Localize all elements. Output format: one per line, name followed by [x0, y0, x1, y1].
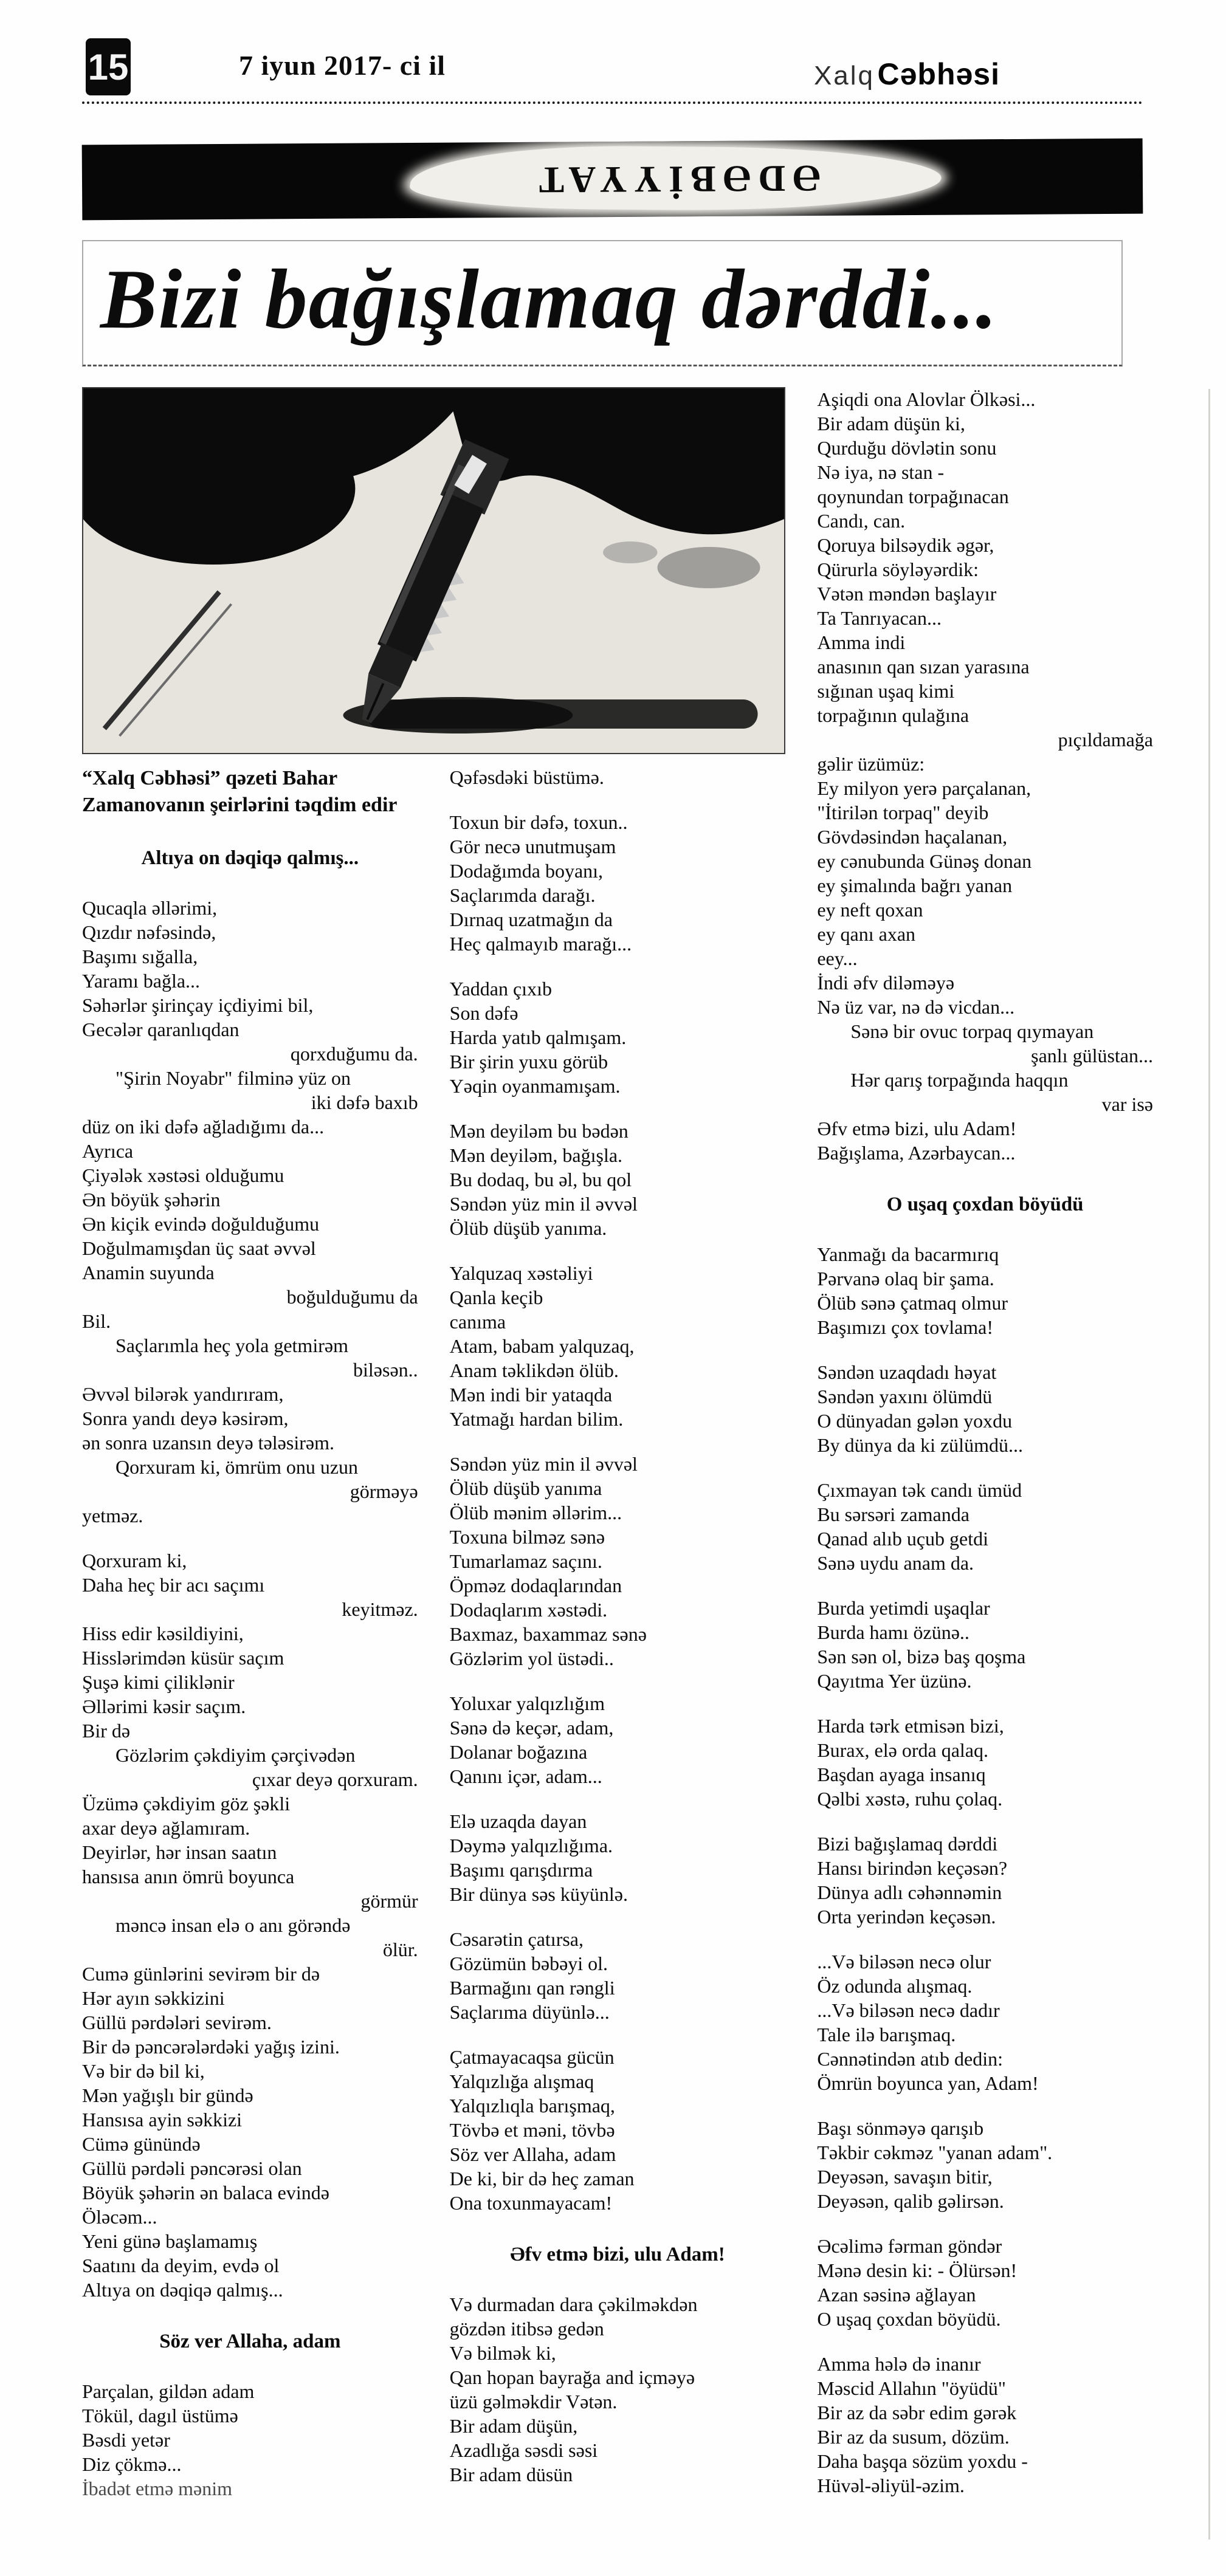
poem-line: Hansısa ayin səkkizi — [82, 2109, 243, 2131]
stanza — [450, 1452, 786, 1671]
poem-line: Ən böyük şəhərin — [82, 1189, 221, 1211]
poem-line: Təkbir cəkməz "yanan adam". — [817, 2142, 1053, 2163]
poem-line: Başımı qarışdırma — [449, 1859, 593, 1881]
poem-line: Yeni günə başlamamış — [82, 2230, 258, 2252]
poem-line: "Şirin Noyabr" filminə yüz on — [115, 1067, 351, 1089]
poem-line: Sənə uydu anam da. — [817, 1552, 974, 1574]
poem-line: Qoruya bilsəydik əgər, — [817, 534, 994, 556]
poem-line: iki dəfə baxıb — [311, 1091, 418, 1113]
poem-line: Vətən məndən başlayır — [817, 583, 997, 605]
poem-line: Bir adam düşün ki, — [817, 413, 965, 434]
poem-line: ...Və biləsən necə dadır — [817, 1999, 1000, 2021]
poem-line: Cümə günündə — [82, 2133, 201, 2155]
poem-line: Sənə də keçər, adam, — [449, 1717, 614, 1739]
stanza — [450, 1691, 786, 1788]
poem-line: Parçalan, gildən adam — [82, 2380, 255, 2402]
poem-line: O dünyadan gələn yoxdu — [817, 1410, 1013, 1432]
poem-line: Saatını da deyim, evdə ol — [82, 2255, 280, 2276]
headline-box — [82, 240, 1123, 366]
poem-line: boğulduğumu da — [286, 1286, 418, 1308]
poem-line: Güllü pərdəli pəncərəsi olan — [82, 2157, 302, 2179]
poem-line: De ki, bir də heç zaman — [449, 2168, 635, 2190]
stanza — [817, 2234, 1153, 2331]
poem-line: Heç qalmayıb marağı... — [449, 933, 632, 955]
stanza — [450, 1119, 786, 1240]
stanza — [450, 2045, 786, 2215]
poem-line: Üzümə çəkdiyim göz şəkli — [82, 1793, 291, 1815]
poem-line: Səndən yüz min il əvvəl — [449, 1193, 638, 1215]
poem-line: Amma hələ də inanır — [817, 2353, 981, 2375]
poem-line: Mən deyiləm, bağışla. — [449, 1144, 623, 1166]
poem-line: düz on iki dəfə ağladığımı da... — [82, 1116, 325, 1138]
poem-line: By dünya da ki zülümdü... — [817, 1434, 1023, 1456]
poem-line: Anamin suyunda — [82, 1262, 215, 1283]
poem-line: Toxun bir dəfə, toxun.. — [449, 811, 628, 833]
poem-line: Qanla keçib — [449, 1286, 543, 1308]
poem-line: Tökül, dagıl üstümə — [82, 2405, 238, 2427]
poem-line: Yaramı bağla... — [82, 970, 201, 992]
poem-line: Səndən yüz min il əvvəl — [449, 1453, 638, 1475]
poem-line: Bəsdi yetər — [82, 2429, 170, 2451]
stanza — [817, 1832, 1153, 1929]
poem-line: Qızdır nəfəsində, — [82, 921, 216, 943]
poem-line: Harda tərk etmisən bizi, — [817, 1715, 1004, 1737]
poem-line: Barmağını qan rəngli — [449, 1977, 615, 1999]
poem-title: Söz ver Allaha, adam — [159, 2330, 341, 2352]
poem-line: Bir də — [82, 1720, 131, 1742]
poem-line: Mən yağışlı bir gündə — [82, 2084, 253, 2106]
poem-line: Hər qarış torpağında haqqın — [850, 1069, 1069, 1091]
poem-line: ölür. — [382, 1939, 418, 1960]
poem-line: Məscid Allahın "öyüdü" — [817, 2377, 1006, 2399]
column-1 — [82, 754, 418, 2521]
poem-line: Tövbə et məni, tövbə — [449, 2119, 615, 2141]
poem-line: Qəlbi xəstə, ruhu çolaq. — [817, 1788, 1003, 1810]
poem-line: Saçlarımda darağı. — [449, 884, 596, 906]
poem-line: Çiyələk xəstəsi olduğumu — [82, 1164, 284, 1186]
column-2 — [450, 754, 786, 2521]
section-banner — [82, 139, 1143, 221]
poem-line: Çatmayacaqsa gücün — [449, 2046, 615, 2068]
poem-line: Tumarlamaz saçını. — [449, 1550, 602, 1572]
poem-line: Bir də pəncərələrdəki yağış izini. — [82, 2036, 340, 2058]
stanza — [817, 1596, 1153, 1693]
poem-line: Sənə bir ovuc torpaq qıymayan — [850, 1020, 1094, 1042]
poem-line: Ölüb sənə çatmaq olmur — [817, 1292, 1008, 1314]
poem-line: Toxuna bilməz sənə — [449, 1526, 605, 1548]
poem-line: ey qanı axan — [817, 923, 916, 945]
poem-line: Tale ilə barışmaq. — [817, 2024, 956, 2045]
poem-line: Ömrün boyunca yan, Adam! — [817, 2072, 1039, 2094]
poem-line: Gövdəsindən haçalanan, — [817, 826, 1008, 848]
poem-line: Güllü pərdələri sevirəm. — [82, 2011, 272, 2033]
poem-line: Doğulmamışdan üç saat əvvəl — [82, 1237, 316, 1259]
poem-line: Öləcəm... — [82, 2206, 157, 2228]
poem-line: Mənə desin ki: - Ölürsən! — [817, 2259, 1018, 2281]
stanza — [450, 2292, 786, 2487]
poem-line: Qayıtma Yer üzünə. — [817, 1670, 972, 1692]
poem-line: Ta Tanrıyacan... — [817, 607, 942, 629]
poem-line: Başdan ayaga insanıq — [817, 1764, 986, 1785]
poem-line: Candı, can. — [817, 510, 906, 532]
poem-line: Daha başqa sözüm yoxdu - — [817, 2450, 1028, 2472]
poem-line: Pərvanə olaq bir şama. — [817, 1268, 994, 1290]
masthead — [814, 57, 1000, 92]
poem-line: Dırnaq uzatmağın da — [449, 908, 613, 930]
stanza — [817, 2116, 1153, 2213]
poem-line: Harda yatıb qalmışam. — [449, 1026, 627, 1048]
pen-photo — [82, 387, 785, 754]
poem-line: Azan səsinə ağlayan — [817, 2284, 976, 2306]
poem-line: Saçlarıma düyünlə... — [449, 2001, 610, 2023]
poem-line: Əllərimi kəsir saçım. — [82, 1695, 246, 1717]
stanza — [450, 1927, 786, 2024]
poem-line: Ey milyon yerə parçalanan, — [817, 777, 1031, 799]
poem-line: Azadlığa səsdi səsi — [449, 2439, 598, 2461]
poem-line: qorxduğumu da. — [290, 1043, 418, 1065]
poem-line: hansısa anın ömrü boyunca — [82, 1866, 295, 1887]
poem-line: Deyirlər, hər insan saatın — [82, 1841, 277, 1863]
poem-line: Yalquzaq xəstəliyi — [449, 1262, 593, 1284]
poem-title: Altıya on dəqiqə qalmış... — [141, 847, 359, 869]
stanza — [450, 810, 786, 956]
poem-line: ey cənubunda Günəş donan — [817, 850, 1032, 872]
poem-line: Bir dünya səs küyünlə. — [449, 1883, 628, 1905]
poem-line: O uşaq çoxdan böyüdü. — [817, 2308, 1001, 2330]
stanza — [450, 977, 786, 1098]
poem-line: Diz çökmə... — [82, 2453, 182, 2475]
poem-line: Gözümün bəbəyi ol. — [449, 1953, 608, 1974]
page-number-badge: 15 — [86, 38, 131, 95]
poem-line: Qan hopan bayrağa and içməyə — [449, 2366, 695, 2388]
poem-line: Atam, babam yalquzaq, — [449, 1335, 635, 1357]
photo-caption: “Xalq Cəbhəsi” qəzeti Bahar Zamanovanın şeirlərini təqdim edir — [82, 767, 398, 816]
poem-line: Gör necə unutmuşam — [449, 836, 616, 857]
poem-line: Qurduğu dövlətin sonu — [817, 437, 997, 459]
stanza — [817, 1242, 1153, 1339]
poem-line: Çıxmayan tək candı ümüd — [817, 1479, 1022, 1501]
stanza — [450, 765, 786, 789]
poem-line: Gözlərim çəkdiyim çərçivədən — [115, 1744, 356, 1766]
poem-line: sığınan uşaq kimi — [817, 680, 955, 702]
poem-line: İbadət etmə mənim — [82, 2478, 233, 2499]
poem-line: Sonra yandı deyə kəsirəm, — [82, 1407, 289, 1429]
poem-line: canıma — [449, 1311, 506, 1333]
stanza — [82, 1548, 418, 2302]
poem-line: keyitməz. — [342, 1598, 418, 1620]
poem-line: eey... — [817, 947, 858, 969]
poem-line: Qanını içər, adam... — [449, 1765, 602, 1787]
poem-line: Başı sönməyə qarışıb — [817, 2117, 984, 2139]
poem-line: qoynundan torpağınacan — [817, 486, 1009, 507]
poem-line: Bu dodaq, bu əl, bu qol — [449, 1169, 632, 1190]
poem-line: Hiss edir kəsildiyini, — [82, 1623, 244, 1644]
poem-line: Səhərlər şirinçay içdiyimi bil, — [82, 994, 314, 1016]
poem-line: Qürurla söyləyərdik: — [817, 558, 979, 580]
pen-nib-illustration — [83, 388, 784, 753]
poem-line: Böyük şəhərin ən balaca evində — [82, 2182, 329, 2203]
poem-line: Burda hamı özünə.. — [817, 1621, 969, 1643]
poem-line: Səndən uzaqdadı həyat — [817, 1361, 997, 1383]
poem-line: Dolanar boğazına — [449, 1741, 588, 1763]
poem-line: Saçlarımla heç yola getmirəm — [115, 1334, 348, 1356]
poem-line: Başımızı çox tovlama! — [817, 1316, 994, 1338]
poem-line: Deyəsən, savaşın bitir, — [817, 2166, 993, 2188]
poem-line: biləsən.. — [353, 1359, 418, 1381]
poem-line: Qəfəsdəki büstümə. — [449, 766, 604, 788]
poem-line: Gecələr qaranlıqdan — [82, 1018, 239, 1040]
poem-line: pıçıldamağa — [1058, 729, 1153, 750]
poem-line: ...Və biləsən necə olur — [817, 1951, 991, 1973]
masthead-bold: Cəbhəsi — [877, 57, 1000, 91]
poem-line: torpağının qulağına — [817, 704, 969, 726]
poem-line: Deyəsən, qalib gəlirsən. — [817, 2190, 1004, 2212]
poem-line: çıxar deyə qorxuram. — [252, 1768, 418, 1790]
poem-line: Səndən yaxını ölümdü — [817, 1386, 993, 1407]
poem-line: Ölüb mənim əllərim... — [449, 1502, 622, 1523]
stanza — [817, 387, 1153, 1165]
poem-line: Ölüb düşüb yanıma. — [449, 1217, 607, 1239]
poem-line: Bir adam düşün, — [449, 2415, 578, 2437]
poem-line: Cənnətindən atıb dedin: — [817, 2048, 1004, 2070]
poem-line: İndi əfv diləməyə — [817, 972, 955, 994]
stanza — [450, 1809, 786, 1906]
poem-line: Anam təklikdən ölüb. — [449, 1359, 619, 1381]
headline: Bizi bağışlamaq dərddi... — [100, 252, 999, 346]
poem-line: Qanad alıb uçub getdi — [817, 1528, 989, 1550]
poem-line: Bizi bağışlamaq dərddi — [817, 1833, 998, 1855]
poem-line: Mən indi bir yataqda — [449, 1384, 613, 1406]
page-header — [82, 33, 1143, 104]
poem-line: ey şimalında bağrı yanan — [817, 874, 1013, 896]
poem-line: Daha heç bir acı saçımı — [82, 1574, 265, 1596]
poem-line: Əcəlimə fərman göndər — [817, 2235, 1002, 2257]
poem-line: Amma indi — [817, 631, 906, 653]
stanza — [817, 1478, 1153, 1575]
poem-line: Aşiqdi ona Alovlar Ölkəsi... — [817, 388, 1036, 410]
article-body — [82, 387, 1153, 2521]
stanza — [450, 1261, 786, 1431]
poem-line: Bir adam düsün — [449, 2464, 573, 2485]
poem-line: Bir az da səbr edim gərək — [817, 2402, 1017, 2423]
poem-line: "İtirilən torpaq" deyib — [817, 802, 989, 823]
poem-line: Bu sərsəri zamanda — [817, 1503, 969, 1525]
poem-line: Əvvəl bilərək yandırıram, — [82, 1383, 284, 1405]
poem-line: Əfv etmə bizi, ulu Adam! — [817, 1118, 1017, 1139]
poem-line: Yatmağı hardan bilim. — [449, 1408, 624, 1430]
poem-line: ən sonra uzansın deyə tələsirəm. — [82, 1432, 334, 1454]
poem-line: Dodaqlarım xəstədi. — [449, 1599, 608, 1621]
poem-line: Bağışlama, Azərbaycan... — [817, 1142, 1016, 1164]
stanza — [82, 896, 418, 1528]
poem-line: yetməz. — [82, 1505, 143, 1527]
poem-line: Hər ayın səkkizini — [82, 1987, 225, 2009]
poem-line: Dünya adlı cəhənnəmin — [817, 1881, 1002, 1903]
poem-line: Sən sən ol, bizə baş qoşma — [817, 1646, 1026, 1668]
column-3 — [817, 387, 1153, 2521]
poem-line: Söz ver Allaha, adam — [449, 2143, 616, 2165]
stanza — [817, 1949, 1153, 2095]
poem-line: Və bir də bil ki, — [82, 2060, 205, 2082]
poem-line: Öz odunda alışmaq. — [817, 1975, 973, 1997]
poem-line: məncə insan elə o anı görəndə — [115, 1914, 351, 1936]
poem-line: Baxmaz, baxammaz sənə — [449, 1623, 647, 1645]
stanza — [817, 1714, 1153, 1811]
poem-line: Yanmağı da bacarmırıq — [817, 1243, 999, 1265]
issue-date: 7 iyun 2017- ci il — [239, 50, 446, 81]
poem-line: Yalqızlıqla barışmaq, — [449, 2095, 615, 2117]
poem-line: şanlı gülüstan... — [1031, 1045, 1153, 1066]
scan-edge-artifact — [1208, 389, 1210, 2540]
masthead-light: Xalq — [813, 61, 875, 91]
poem-line: Son dəfə — [449, 1002, 518, 1024]
poem-line: Bir az da susum, dözüm. — [817, 2426, 1010, 2448]
poem-line: Ayrıca — [82, 1140, 134, 1162]
poem-line: ey neft qoxan — [817, 899, 923, 921]
poem-line: görmür — [360, 1890, 418, 1912]
poem-title: Əfv etmə bizi, ulu Adam! — [510, 2244, 725, 2265]
poem-line: Dodağımda boyanı, — [449, 860, 604, 882]
poem-line: Mən deyiləm bu bədən — [449, 1120, 628, 1142]
poem-line: gözdən itibsə gedən — [449, 2318, 604, 2340]
poem-line: Hisslərimdən küsür saçım — [82, 1647, 284, 1669]
poem-line: Ölüb düşüb yanıma — [449, 1477, 602, 1499]
poem-line: Burda yetimdi uşaqlar — [817, 1597, 990, 1619]
stanza — [817, 2352, 1153, 2498]
poem-line: Yalqızlığa alışmaq — [449, 2070, 594, 2092]
poem-line: Qorxuram ki, — [82, 1550, 187, 1571]
poem-line: Burax, elə orda qalaq. — [817, 1739, 988, 1761]
poem-line: Dəymə yalqızlığıma. — [449, 1835, 613, 1856]
poem-line: anasının qan sızan yarasına — [817, 656, 1030, 678]
poem-title: O uşaq çoxdan böyüdü — [886, 1194, 1084, 1215]
poem-line: Qucaqla əllərimi, — [82, 897, 218, 919]
poem-line: Hansı birindən keçəsən? — [817, 1857, 1008, 1879]
poem-line: Nə iya, nə stan - — [817, 461, 945, 483]
poem-line: Nə üz var, nə də vicdan... — [817, 996, 1015, 1018]
poem-line: Öpməz dodaqlarından — [449, 1575, 622, 1596]
poem-line: Qorxuram ki, ömrüm onu uzun — [115, 1456, 359, 1478]
poem-line: Və bilmək ki, — [449, 2342, 556, 2364]
poem-line: Cəsarətin çatırsa, — [449, 1928, 584, 1950]
stanza — [82, 2379, 418, 2501]
poem-line: Yaddan çıxıb — [449, 978, 552, 1000]
section-banner-label: ƏDƏBİYYAT — [531, 157, 821, 201]
poem-line: var isə — [1101, 1093, 1153, 1115]
poem-line: Bil. — [82, 1310, 111, 1332]
poem-line: gəlir üzümüz: — [817, 753, 925, 775]
poem-line: Cumə günlərini sevirəm bir də — [82, 1963, 320, 1985]
poem-line: Elə uzaqda dayan — [449, 1810, 587, 1832]
stanza — [817, 1360, 1153, 1457]
poem-line: Gözlərim yol üstədi.. — [449, 1647, 614, 1669]
poem-line: Başımı sığalla, — [82, 946, 198, 967]
poem-line: axar deyə ağlamıram. — [82, 1817, 250, 1839]
poem-line: Ən kiçik evində doğulduğumu — [82, 1213, 320, 1235]
poem-line: Yoluxar yalqızlığım — [449, 1692, 605, 1714]
poem-line: Şuşə kimi çiliklənir — [82, 1671, 235, 1693]
poem-line: görməyə — [350, 1480, 418, 1502]
poem-line: Hüvəl-əliyül-əzim. — [817, 2475, 965, 2496]
poem-line: Və durmadan dara çəkilməkdən — [449, 2293, 698, 2315]
poem-line: Yəqin oyanmamışam. — [449, 1075, 621, 1097]
poem-line: Altıya on dəqiqə qalmış... — [82, 2279, 283, 2301]
poem-line: Bir şirin yuxu görüb — [449, 1051, 608, 1073]
poem-line: üzü gəlməkdir Vətən. — [449, 2391, 618, 2413]
poem-line: Ona toxunmayacam! — [449, 2192, 613, 2214]
poem-line: Orta yerindən keçəsən. — [817, 1906, 996, 1928]
